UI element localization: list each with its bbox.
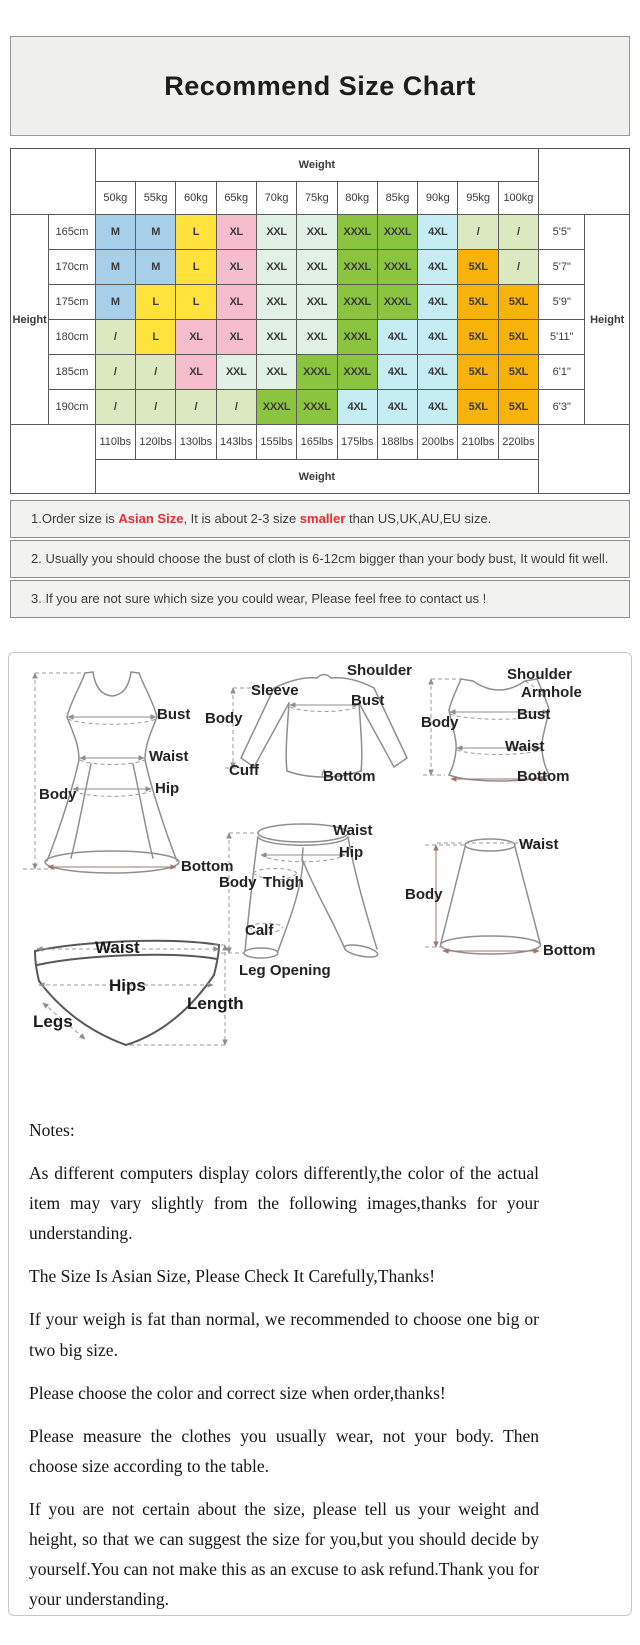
lbs-label: 200lbs bbox=[418, 425, 458, 460]
table-row bbox=[11, 149, 630, 182]
lbs-label: 143lbs bbox=[216, 425, 256, 460]
size-cell: XXL bbox=[256, 320, 296, 355]
size-cell: 5XL bbox=[498, 355, 538, 390]
order-note-text: , It is about 2-3 size bbox=[183, 511, 300, 526]
shirt-shoulder-label: Shoulder bbox=[347, 662, 413, 679]
briefs-hips-label: Hips bbox=[109, 976, 146, 995]
dress-bottom-label: Bottom bbox=[181, 858, 234, 875]
size-cell: 5XL bbox=[458, 285, 498, 320]
note-paragraph: Please measure the clothes you usually wear, not your body. Then choose size according to the table. bbox=[29, 1425, 539, 1476]
table-row bbox=[11, 355, 630, 390]
size-cell: XXXL bbox=[377, 215, 417, 250]
order-note bbox=[10, 580, 630, 618]
size-cell: / bbox=[176, 390, 216, 425]
size-cell: XL bbox=[216, 215, 256, 250]
size-cell: / bbox=[498, 250, 538, 285]
pants-waist-label: Waist bbox=[333, 822, 373, 839]
shirt-cuff-label: Cuff bbox=[229, 762, 259, 779]
size-cell: 5XL bbox=[458, 355, 498, 390]
briefs-group bbox=[23, 903, 244, 1063]
order-note-text: 3. If you are not sure which size you could wear, Please feel free to contact us ! bbox=[31, 591, 487, 606]
size-cell: / bbox=[135, 390, 175, 425]
dress-bust-label: Bust bbox=[157, 706, 191, 723]
size-cell: L bbox=[135, 320, 175, 355]
lbs-label: 210lbs bbox=[458, 425, 498, 460]
size-cell: / bbox=[135, 355, 175, 390]
order-notes bbox=[10, 500, 630, 618]
table-corner bbox=[11, 425, 96, 494]
shirt-body-label: Body bbox=[205, 710, 243, 727]
size-cell: XL bbox=[176, 320, 216, 355]
table-row bbox=[11, 320, 630, 355]
size-cell: L bbox=[176, 215, 216, 250]
tank-body-label: Body bbox=[421, 714, 459, 731]
size-cell: 4XL bbox=[418, 215, 458, 250]
height-ft: 5'11" bbox=[539, 320, 585, 355]
note-paragraph: If you are not certain about the size, please tell us your weight and height, so that we can suggest the size for you,but you should decide by yourself.You can not make this as an excuse to ask refund.Thank you for your understanding. bbox=[29, 1498, 539, 1610]
size-cell: XL bbox=[176, 355, 216, 390]
height-cm: 190cm bbox=[49, 390, 95, 425]
dress-waist-label: Waist bbox=[149, 748, 189, 765]
shirt-sleeve-label: Sleeve bbox=[251, 682, 299, 699]
kg-label: 80kg bbox=[337, 182, 377, 215]
skirt-group bbox=[397, 815, 612, 965]
tank-group bbox=[399, 655, 614, 785]
size-cell: M bbox=[135, 250, 175, 285]
order-note-highlight: Asian Size bbox=[118, 511, 184, 526]
height-cm: 175cm bbox=[49, 285, 95, 320]
order-note bbox=[10, 540, 630, 578]
lbs-label: 120lbs bbox=[135, 425, 175, 460]
note-paragraph: The Size Is Asian Size, Please Check It Carefully,Thanks! bbox=[29, 1266, 436, 1287]
height-header-left: Height bbox=[11, 215, 49, 425]
table-row bbox=[11, 390, 630, 425]
size-cell: M bbox=[95, 250, 135, 285]
size-cell: XXXL bbox=[337, 320, 377, 355]
size-cell: / bbox=[216, 390, 256, 425]
dress-body-label: Body bbox=[39, 786, 77, 803]
shirt-group bbox=[199, 663, 414, 788]
size-cell: XXL bbox=[256, 285, 296, 320]
briefs-waist-label: Waist bbox=[95, 938, 140, 957]
kg-label: 55kg bbox=[135, 182, 175, 215]
height-cm: 180cm bbox=[49, 320, 95, 355]
kg-label: 70kg bbox=[256, 182, 296, 215]
size-cell: XXXL bbox=[377, 285, 417, 320]
size-cell: 4XL bbox=[418, 355, 458, 390]
height-ft: 6'3" bbox=[539, 390, 585, 425]
size-cell: XXL bbox=[297, 215, 337, 250]
lbs-label: 175lbs bbox=[337, 425, 377, 460]
size-cell: 5XL bbox=[498, 320, 538, 355]
size-cell: XXL bbox=[297, 250, 337, 285]
height-cm: 185cm bbox=[49, 355, 95, 390]
size-cell: XXL bbox=[297, 285, 337, 320]
note-paragraph: As different computers display colors differently,the color of the actual item may vary slightly from the following images,thanks for your understanding. bbox=[29, 1163, 539, 1244]
size-cell: XXL bbox=[216, 355, 256, 390]
size-table bbox=[10, 148, 630, 494]
size-cell: XXXL bbox=[337, 285, 377, 320]
size-cell: / bbox=[95, 320, 135, 355]
size-cell: 5XL bbox=[458, 390, 498, 425]
size-cell: 4XL bbox=[418, 320, 458, 355]
lbs-label: 220lbs bbox=[498, 425, 538, 460]
size-cell: XL bbox=[216, 250, 256, 285]
weight-header-top: Weight bbox=[95, 149, 538, 182]
size-cell: 4XL bbox=[418, 285, 458, 320]
order-note-highlight: smaller bbox=[299, 511, 346, 526]
size-cell: XXXL bbox=[297, 355, 337, 390]
size-cell: XL bbox=[216, 285, 256, 320]
skirt-body-label: Body bbox=[405, 886, 443, 903]
size-cell: XXL bbox=[297, 320, 337, 355]
size-cell: M bbox=[135, 215, 175, 250]
size-cell: 4XL bbox=[377, 320, 417, 355]
table-row bbox=[11, 460, 630, 494]
size-cell: / bbox=[95, 390, 135, 425]
table-row bbox=[11, 285, 630, 320]
kg-label: 90kg bbox=[418, 182, 458, 215]
size-cell: XXL bbox=[256, 215, 296, 250]
size-cell: XXXL bbox=[337, 355, 377, 390]
tank-bottom-label: Bottom bbox=[517, 768, 570, 785]
skirt-bottom-label: Bottom bbox=[543, 942, 596, 959]
briefs-length-label: Length bbox=[187, 994, 244, 1013]
lbs-label: 130lbs bbox=[176, 425, 216, 460]
height-cm: 170cm bbox=[49, 250, 95, 285]
shirt-bottom-label: Bottom bbox=[323, 768, 376, 785]
height-header-right: Height bbox=[585, 215, 630, 425]
order-note-text: 2. Usually you should choose the bust of cloth is 6-12cm bigger than your body bust, It would fit well. bbox=[31, 551, 609, 566]
size-cell: M bbox=[95, 285, 135, 320]
lbs-label: 165lbs bbox=[297, 425, 337, 460]
lbs-label: 188lbs bbox=[377, 425, 417, 460]
size-cell: / bbox=[498, 215, 538, 250]
measurement-panel bbox=[8, 652, 632, 1616]
table-row bbox=[11, 425, 630, 460]
height-ft: 6'1" bbox=[539, 355, 585, 390]
size-cell: 4XL bbox=[418, 250, 458, 285]
size-cell: XXXL bbox=[337, 250, 377, 285]
pants-body-label: Body bbox=[219, 874, 257, 891]
pants-leg-opening-label: Leg Opening bbox=[239, 962, 331, 979]
order-note-text: 1.Order size is bbox=[31, 511, 119, 526]
kg-label: 85kg bbox=[377, 182, 417, 215]
size-cell: XXXL bbox=[377, 250, 417, 285]
tank-bust-label: Bust bbox=[517, 706, 551, 723]
table-corner bbox=[539, 425, 630, 494]
tank-waist-label: Waist bbox=[505, 738, 545, 755]
kg-label: 65kg bbox=[216, 182, 256, 215]
size-cell: L bbox=[176, 250, 216, 285]
size-cell: 5XL bbox=[498, 390, 538, 425]
briefs-legs-label: Legs bbox=[33, 1012, 73, 1031]
table-row bbox=[11, 250, 630, 285]
tank-shoulder-label: Shoulder bbox=[507, 666, 573, 683]
shirt-bust-label: Bust bbox=[351, 692, 385, 709]
height-cm: 165cm bbox=[49, 215, 95, 250]
title-box bbox=[10, 36, 630, 136]
height-ft: 5'9" bbox=[539, 285, 585, 320]
size-cell: XXL bbox=[256, 250, 296, 285]
dress-hip-label: Hip bbox=[155, 780, 180, 797]
table-corner bbox=[539, 149, 630, 215]
height-ft: 5'5" bbox=[539, 215, 585, 250]
size-cell: 5XL bbox=[498, 285, 538, 320]
lbs-label: 110lbs bbox=[95, 425, 135, 460]
pants-hip-label: Hip bbox=[339, 844, 364, 861]
size-cell: 4XL bbox=[377, 390, 417, 425]
dress-group bbox=[17, 661, 234, 891]
size-cell: XXL bbox=[256, 355, 296, 390]
table-row bbox=[11, 215, 630, 250]
kg-label: 60kg bbox=[176, 182, 216, 215]
size-cell: XL bbox=[216, 320, 256, 355]
note-paragraph: Please choose the color and correct size when order,thanks! bbox=[29, 1382, 446, 1403]
page-title: Recommend Size Chart bbox=[164, 70, 476, 101]
table-row bbox=[11, 182, 630, 215]
table-corner bbox=[11, 149, 96, 215]
pants-thigh-label: Thigh bbox=[263, 874, 304, 891]
order-note bbox=[10, 500, 630, 538]
kg-label: 95kg bbox=[458, 182, 498, 215]
size-cell: / bbox=[458, 215, 498, 250]
note-paragraph: If your weigh is fat than normal, we recommended to choose one big or two big size. bbox=[29, 1309, 539, 1360]
kg-label: 50kg bbox=[95, 182, 135, 215]
size-cell: 5XL bbox=[458, 250, 498, 285]
size-cell: 4XL bbox=[377, 355, 417, 390]
lbs-label: 155lbs bbox=[256, 425, 296, 460]
tank-armhole-label: Armhole bbox=[521, 684, 582, 701]
size-cell: L bbox=[176, 285, 216, 320]
size-cell: 4XL bbox=[337, 390, 377, 425]
skirt-waist-label: Waist bbox=[519, 836, 559, 853]
size-cell: XXXL bbox=[337, 215, 377, 250]
size-cell: L bbox=[135, 285, 175, 320]
size-cell: / bbox=[95, 355, 135, 390]
kg-label: 100kg bbox=[498, 182, 538, 215]
dress-diagram bbox=[17, 661, 217, 891]
height-ft: 5'7" bbox=[539, 250, 585, 285]
size-cell: M bbox=[95, 215, 135, 250]
order-note-text: than US,UK,AU,EU size. bbox=[345, 511, 492, 526]
pants-calf-label: Calf bbox=[245, 922, 274, 939]
kg-label: 75kg bbox=[297, 182, 337, 215]
size-cell: 4XL bbox=[418, 390, 458, 425]
bottom-notes bbox=[29, 1115, 539, 1627]
weight-header-bottom: Weight bbox=[95, 460, 538, 494]
size-cell: 5XL bbox=[458, 320, 498, 355]
size-cell: XXXL bbox=[256, 390, 296, 425]
notes-heading: Notes: bbox=[29, 1120, 75, 1140]
size-cell: XXXL bbox=[297, 390, 337, 425]
